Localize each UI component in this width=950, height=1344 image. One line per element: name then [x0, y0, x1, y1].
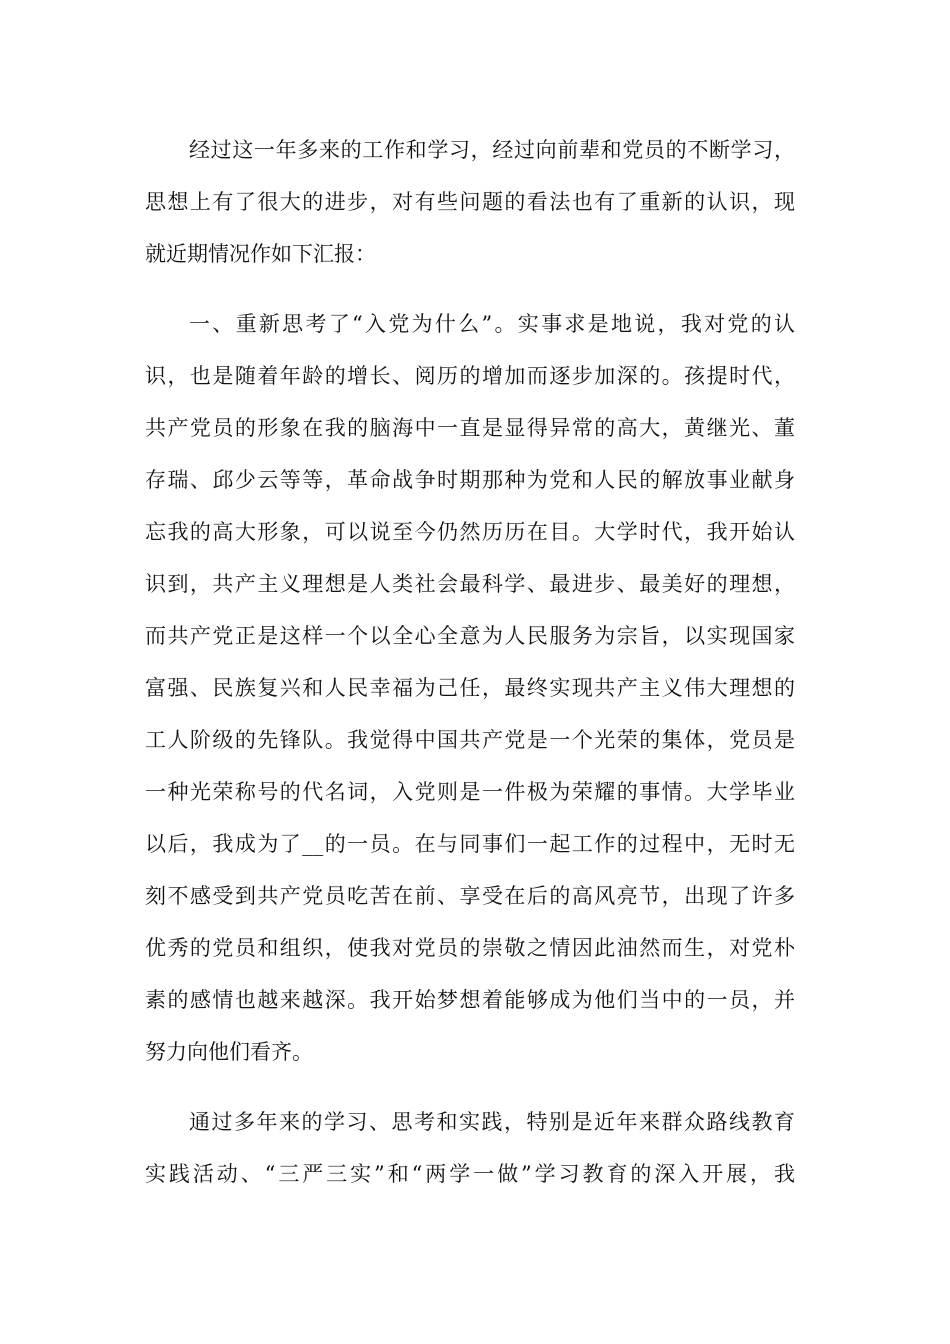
- text-line: 思想上有了很大的进步，对有些问题的看法也有了重新的认识，现: [145, 190, 795, 214]
- text-line: 刻不感受到共产党员吃苦在前、享受在后的高风亮节，出现了许多: [145, 884, 795, 908]
- text-line: 一、重新思考了“入党为什么”。实事求是地说，我对党的认: [189, 312, 795, 336]
- paragraph-continuation: [145, 1096, 795, 1200]
- text-line: 识到，共产主义理想是人类社会最科学、最进步、最美好的理想，: [145, 572, 795, 596]
- text-line: 存瑞、邱少云等等，革命战争时期那种为党和人民的解放事业献身: [145, 468, 795, 492]
- text-line: 素的感情也越来越深。我开始梦想着能够成为他们当中的一员，并: [145, 988, 795, 1012]
- text-line: 工人阶级的先锋队。我觉得中国共产党是一个光荣的集体，党员是: [145, 728, 795, 752]
- text-line: 一种光荣称号的代名词，入党则是一件极为荣耀的事情。大学毕业: [145, 780, 795, 804]
- text-line: 识，也是随着年龄的增长、阅历的增加而逐步加深的。孩提时代，: [145, 364, 795, 388]
- text-line: 通过多年来的学习、思考和实践，特别是近年来群众路线教育: [189, 1110, 795, 1134]
- document-body: [145, 124, 795, 1216]
- text-line: 富强、民族复兴和人民幸福为己任，最终实现共产主义伟大理想的: [145, 676, 795, 700]
- text-line: 忘我的高大形象，可以说至今仍然历历在目。大学时代，我开始认: [145, 520, 795, 544]
- text-line: 经过这一年多来的工作和学习，经过向前辈和党员的不断学习，: [189, 138, 795, 162]
- text-line: 实践活动、“三严三实”和“两学一做”学习教育的深入开展，我: [145, 1162, 795, 1186]
- text-line: 努力向他们看齐。: [145, 1040, 313, 1064]
- text-line: 就近期情况作如下汇报：: [145, 242, 376, 266]
- text-line: 而共产党正是这样一个以全心全意为人民服务为宗旨，以实现国家: [145, 624, 795, 648]
- text-line: 共产党员的形象在我的脑海中一直是显得异常的高大，黄继光、董: [145, 416, 795, 440]
- paragraph-section-one: [145, 298, 795, 1078]
- text-line: 以后，我成为了__的一员。在与同事们一起工作的过程中，无时无: [145, 832, 795, 856]
- text-line: 优秀的党员和组织，使我对党员的崇敬之情因此油然而生，对党朴: [145, 936, 795, 960]
- paragraph-intro: [145, 124, 795, 280]
